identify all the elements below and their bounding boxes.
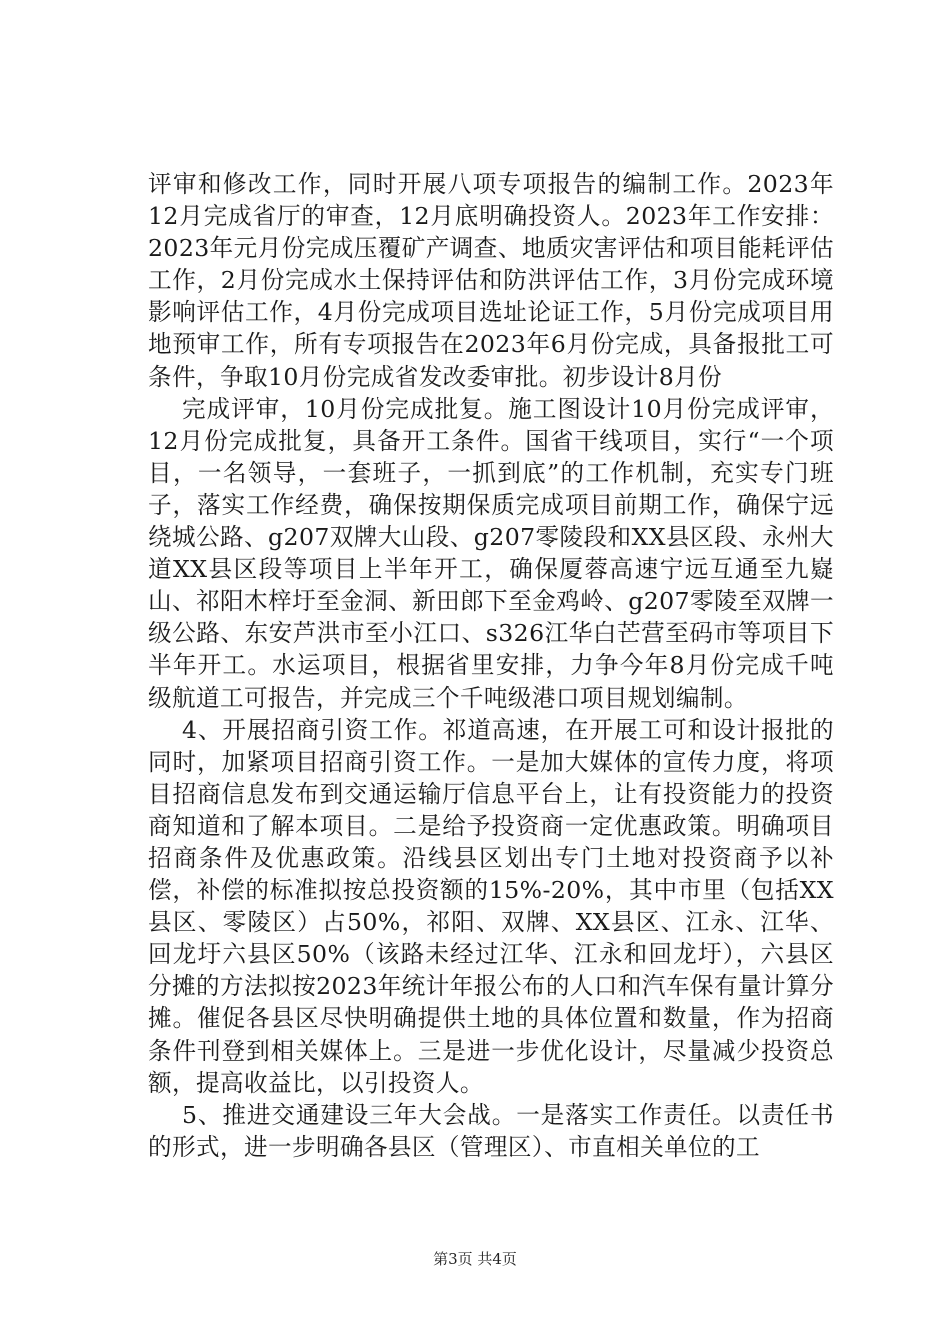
- paragraph-4: 5、推进交通建设三年大会战。一是落实工作责任。以责任书的形式，进一步明确各县区（管理区）、市直相关单位的工: [148, 1100, 834, 1161]
- paragraph-2: 完成评审，10月份完成批复。施工图设计10月份完成评审，12月份完成批复，具备开工条件。国省干线项目，实行“一个项目，一名领导，一套班子，一抓到底”的工作机制，充实专门班子，落实工作经费，确保按期保质完成项目前期工作，确保宁远绕城公路、g207双牌大山段、g207零陵段和XX县区段、永州大道XX县区段等项目上半年开工，确保厦蓉高速宁远互通至九嶷山、祁阳木梓圩至金洞、新田郎下至金鸡岭、g207零陵至双牌一级公路、东安芦洪市至小江口、s326江华白芒营至码市等项目下半年开工。水运项目，根据省里安排，力争今年8月份完成千吨级航道工可报告，并完成三个千吨级港口项目规划编制。: [148, 394, 834, 712]
- page-footer: 第3页 共4页: [433, 1250, 517, 1268]
- paragraph-3: 4、开展招商引资工作。祁道高速，在开展工可和设计报批的同时，加紧项目招商引资工作。一是加大媒体的宣传力度，将项目招商信息发布到交通运输厅信息平台上，让有投资能力的投资商知道和了解本项目。二是给予投资商一定优惠政策。明确项目招商条件及优惠政策。沿线县区划出专门土地对投资商予以补偿，补偿的标准拟按总投资额的15%-20%，其中市里（包括XX县区、零陵区）占50%，祁阳、双牌、XX县区、江永、江华、回龙圩六县区50%（该路未经过江华、江永和回龙圩），六县区分摊的方法拟按2023年统计年报公布的人口和汽车保有量计算分摊。催促各县区尽快明确提供土地的具体位置和数量，作为招商条件刊登到相关媒体上。三是进一步优化设计，尽量减少投资总额，提高收益比，以引投资人。: [148, 715, 834, 1097]
- paragraph-1: 评审和修改工作，同时开展八项专项报告的编制工作。2023年12月完成省厅的审查，12月底明确投资人。2023年工作安排：2023年元月份完成压覆矿产调查、地质灾害评估和项目能耗评估工作，2月份完成水土保持评估和防洪评估工作，3月份完成环境影响评估工作，4月份完成项目选址论证工作，5月份完成项目用地预审工作，所有专项报告在2023年6月份完成，具备报批工可条件，争取10月份完成省发改委审批。初步设计8月份: [148, 170, 834, 391]
- document-body: [148, 168, 834, 1163]
